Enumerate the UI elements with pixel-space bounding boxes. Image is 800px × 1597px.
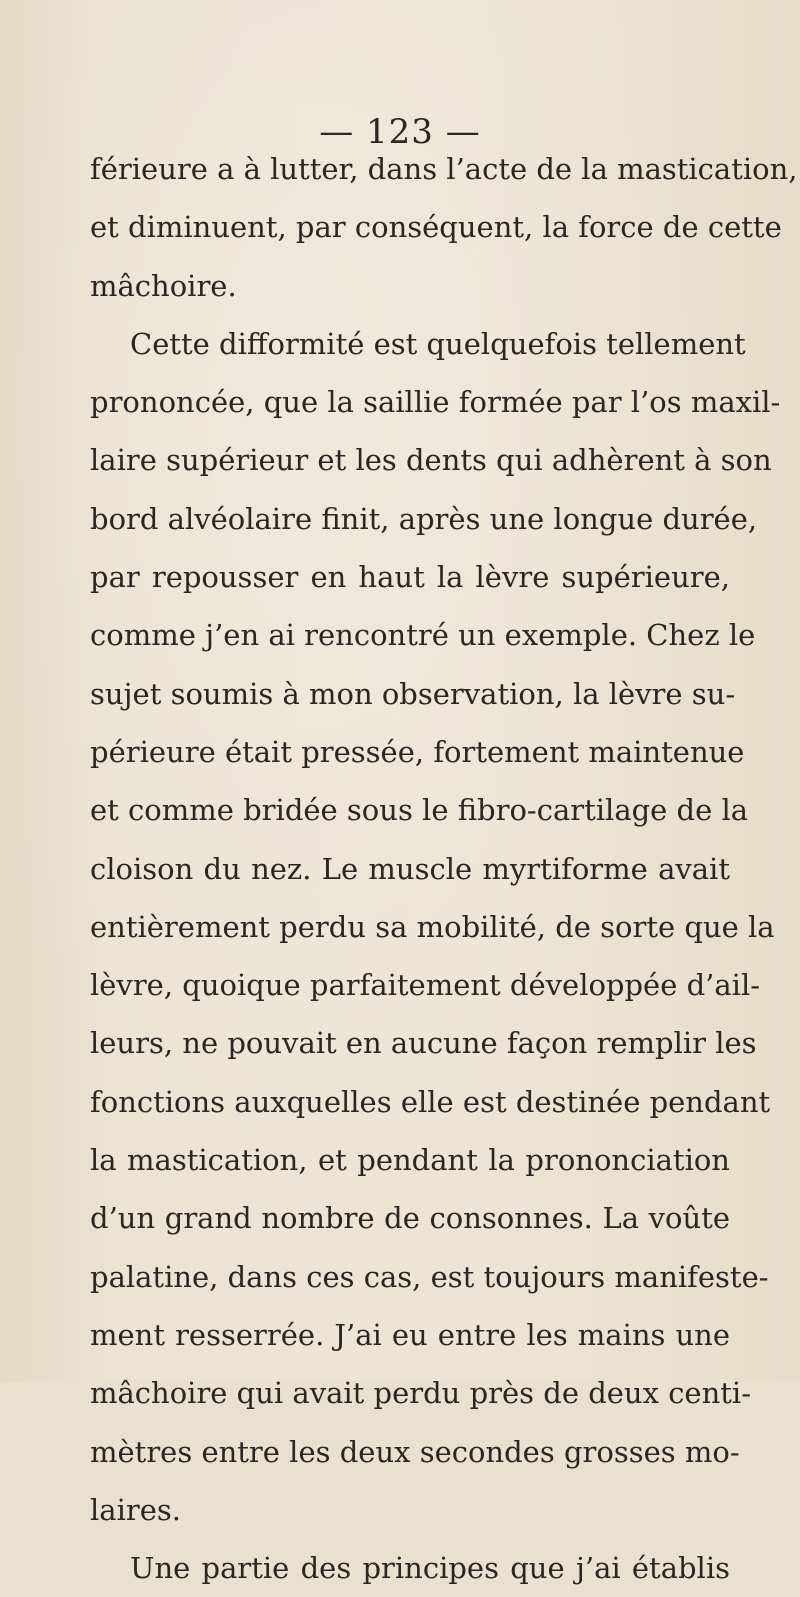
text-line: et comme bridée sous le fibro-cartilage de la bbox=[90, 793, 749, 828]
text-line: cloison du nez. Le muscle myrtiforme avait bbox=[90, 851, 730, 886]
text-line: laire supérieur et les dents qui adhèrent à son bbox=[90, 443, 772, 478]
text-line: ment resserrée. J’ai eu entre les mains une bbox=[90, 1317, 730, 1352]
text-line: fonctions auxquelles elle est destinée pendant bbox=[90, 1084, 771, 1119]
text-line: périeure était pressée, fortement maintenue bbox=[90, 734, 745, 769]
text-line: leurs, ne pouvait en aucune façon remplir les bbox=[90, 1026, 757, 1061]
paragraph-start-line: Une partie des principes que j’ai établis bbox=[130, 1551, 730, 1586]
text-line: prononcée, que la saillie formée par l’os maxil- bbox=[90, 385, 781, 420]
text-line: laires. bbox=[90, 1492, 181, 1527]
text-line: la mastication, et pendant la prononciation bbox=[90, 1143, 730, 1178]
text-line: férieure a à lutter, dans l’acte de la mastication, bbox=[90, 152, 798, 186]
text-line: lèvre, quoique parfaitement développée d’ail- bbox=[90, 968, 761, 1003]
body-text bbox=[90, 140, 798, 1597]
text-line: et diminuent, par conséquent, la force de cette bbox=[90, 210, 782, 245]
text-line: mètres entre les deux secondes grosses mo- bbox=[90, 1434, 740, 1469]
text-line: comme j’en ai rencontré un exemple. Chez le bbox=[90, 618, 756, 653]
text-line: palatine, dans ces cas, est toujours manifeste- bbox=[90, 1259, 769, 1294]
text-line: mâchoire qui avait perdu près de deux centi- bbox=[90, 1376, 751, 1411]
text-line: sujet soumis à mon observation, la lèvre su- bbox=[90, 676, 736, 711]
text-line: par repousser en haut la lèvre supérieure, bbox=[90, 560, 730, 595]
page-number: — 123 — bbox=[319, 112, 481, 152]
paragraph-start-line: Cette difformité est quelquefois tellement bbox=[130, 326, 746, 361]
text-line: bord alvéolaire finit, après une longue durée, bbox=[90, 501, 758, 536]
text-line: d’un grand nombre de consonnes. La voûte bbox=[90, 1201, 730, 1236]
text-line: entièrement perdu sa mobilité, de sorte que la bbox=[90, 909, 775, 944]
text-line: mâchoire. bbox=[90, 268, 237, 303]
